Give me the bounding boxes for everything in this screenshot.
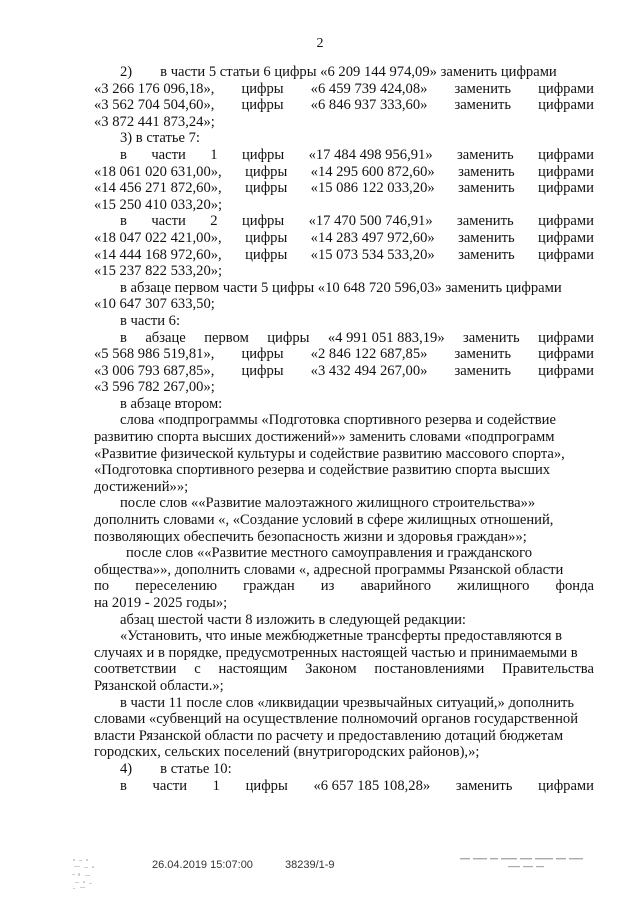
text-segment: «4 991 051 883,19» xyxy=(327,329,445,346)
text-segment: цифрами xyxy=(538,362,594,379)
text-segment: заменить xyxy=(457,146,514,163)
text-line xyxy=(94,247,594,264)
text-segment: цифры xyxy=(241,97,284,114)
text-segment: заменить xyxy=(454,362,512,379)
text-line xyxy=(94,363,594,380)
text-segment: «15 250 410 033,20»; xyxy=(94,196,223,213)
text-segment: «2 846 122 687,85» xyxy=(310,346,428,363)
text-line xyxy=(94,114,594,131)
text-segment: заменить xyxy=(458,180,515,197)
text-line xyxy=(94,678,594,695)
text-line xyxy=(94,661,594,678)
text-segment: «Развитие физической культуры и содействие развитию массового спорта», xyxy=(94,445,565,462)
page-number: 2 xyxy=(316,36,324,51)
text-segment: цифры xyxy=(245,777,288,794)
text-line xyxy=(94,346,594,363)
text-segment: достижений»»; xyxy=(94,478,189,495)
text-segment: «14 283 497 972,60» xyxy=(310,229,435,246)
text-line xyxy=(94,147,594,164)
text-segment: городских, сельских поселений (внутригородских районов),»; xyxy=(94,744,480,761)
text-segment: постановлениями xyxy=(374,661,485,678)
text-line xyxy=(94,164,594,181)
text-segment: заменить xyxy=(458,229,515,246)
text-segment: Правительства xyxy=(502,661,594,678)
text-segment: «15 086 122 033,20» xyxy=(310,180,435,197)
text-segment: заменить xyxy=(454,346,512,363)
text-segment: граждан xyxy=(243,578,295,595)
text-segment: «18 047 022 421,00», xyxy=(94,229,222,246)
text-segment: в абзаце втором: xyxy=(120,395,223,412)
text-segment: цифрами xyxy=(538,97,594,114)
text-segment: фонда xyxy=(555,578,594,595)
text-segment: в части 5 статьи 6 цифры «6 209 144 974,09» заменить цифрами xyxy=(160,64,557,80)
text-segment: заменить xyxy=(457,213,514,230)
text-segment: «3 432 494 267,00» xyxy=(310,362,428,379)
text-segment: случаях и в порядке, предусмотренных настоящей частью и принимаемыми в xyxy=(94,644,578,661)
text-segment: «15 237 822 533,20»; xyxy=(94,263,223,280)
text-line xyxy=(94,330,594,347)
text-segment: по xyxy=(94,578,110,595)
text-line xyxy=(94,429,594,446)
text-segment: цифры xyxy=(245,180,288,197)
text-segment: «3 266 176 096,18», xyxy=(94,80,215,97)
text-segment: из xyxy=(320,578,335,595)
text-segment: власти Рязанской области по расчету и предоставлению дотаций бюджетам xyxy=(94,727,564,744)
text-segment: цифры xyxy=(241,80,284,97)
text-line xyxy=(94,280,594,297)
text-segment: «14 456 271 872,60», xyxy=(94,180,222,197)
text-line xyxy=(94,379,594,396)
text-segment: в статье 10: xyxy=(160,760,232,777)
text-line xyxy=(94,562,594,579)
text-segment: цифрами xyxy=(538,229,594,246)
text-segment: 2 xyxy=(210,213,218,230)
text-line xyxy=(94,313,594,330)
text-line xyxy=(94,761,594,778)
text-segment: Законом xyxy=(305,661,357,678)
text-segment: цифрами xyxy=(538,246,594,263)
text-segment: «6 657 185 108,28» xyxy=(313,777,431,794)
text-segment: слова «подпрограммы «Подготовка спортивного резерва и содействие xyxy=(120,412,556,429)
text-segment: в xyxy=(120,213,127,230)
text-line xyxy=(94,462,594,479)
text-segment: цифрами xyxy=(538,80,594,97)
text-segment: «3 006 793 687,85», xyxy=(94,362,215,379)
text-line xyxy=(94,529,594,546)
text-line xyxy=(94,612,594,629)
text-segment: «Подготовка спортивного резерва и содействие развитию спорта высших xyxy=(94,462,551,479)
text-segment: цифры xyxy=(241,146,285,163)
text-segment: соответствии xyxy=(94,661,177,678)
text-segment: цифрами xyxy=(538,329,594,346)
text-line xyxy=(94,645,594,662)
text-segment: «10 647 307 633,50; xyxy=(94,296,215,313)
text-segment: 4) xyxy=(120,760,133,777)
text-segment: после слов ««Развитие малоэтажного жилищного строительства»» xyxy=(120,495,536,512)
footer-datetime: 26.04.2019 15:07:00 xyxy=(152,859,253,871)
text-segment: в xyxy=(120,777,127,794)
text-segment: развитию спорта высших достижений»» заменить словами «подпрограмм xyxy=(94,429,555,446)
text-segment: «18 061 020 631,00», xyxy=(94,163,222,180)
text-segment: с xyxy=(194,661,201,678)
text-segment: в xyxy=(120,329,127,346)
text-segment: «14 444 168 972,60», xyxy=(94,246,222,263)
text-segment: цифры xyxy=(245,163,288,180)
text-segment: 1 xyxy=(212,777,220,794)
text-segment: в части 11 после слов «ликвидации чрезвычайных ситуаций,» дополнить xyxy=(120,694,575,711)
text-segment: на 2019 - 2025 годы»; xyxy=(94,595,228,611)
text-segment: в xyxy=(120,146,127,163)
text-segment: в части 6: xyxy=(120,312,181,329)
text-segment: цифры xyxy=(267,329,310,346)
text-segment: цифры xyxy=(245,246,288,263)
text-segment: переселению xyxy=(135,578,218,595)
text-line xyxy=(94,396,594,413)
text-segment: аварийного xyxy=(360,578,432,595)
registration-stamp-right xyxy=(456,854,596,874)
text-segment: цифры xyxy=(245,229,288,246)
text-line xyxy=(94,197,594,214)
text-segment: «15 073 534 533,20» xyxy=(310,246,435,263)
text-segment: словами «субвенций на осуществление полномочий органов государственной xyxy=(94,711,579,728)
text-segment: цифры xyxy=(241,362,284,379)
text-segment: «5 568 986 519,81», xyxy=(94,346,215,363)
text-segment: «17 470 500 746,91» xyxy=(308,213,433,230)
text-line xyxy=(94,412,594,429)
text-line xyxy=(94,495,594,512)
text-line xyxy=(94,296,594,313)
text-line xyxy=(94,744,594,761)
text-line xyxy=(94,512,594,529)
text-segment: заменить xyxy=(458,163,515,180)
text-line xyxy=(94,595,594,612)
document-body xyxy=(94,64,594,794)
text-segment: части xyxy=(151,146,186,163)
text-line xyxy=(94,130,594,147)
text-segment: цифрами xyxy=(538,163,594,180)
text-line xyxy=(94,64,594,81)
text-segment: «6 459 739 424,08» xyxy=(310,80,428,97)
text-segment: «3 562 704 504,60», xyxy=(94,97,215,114)
text-line xyxy=(94,263,594,280)
text-line xyxy=(94,545,594,562)
text-segment: цифрами xyxy=(538,346,594,363)
text-segment: 3) в статье 7: xyxy=(120,130,200,147)
text-segment: заменить xyxy=(454,80,512,97)
text-line xyxy=(94,479,594,496)
text-segment: «3 872 441 873,24»; xyxy=(94,113,215,130)
text-line xyxy=(94,230,594,247)
text-segment: 1 xyxy=(210,146,218,163)
text-line xyxy=(94,711,594,728)
text-line xyxy=(94,446,594,463)
text-line xyxy=(94,578,594,595)
text-segment: в абзаце первом части 5 цифры «10 648 720 596,03» заменить цифрами xyxy=(120,279,562,296)
text-segment: позволяющих обеспечить безопасность жизни и здоровья граждан»»; xyxy=(94,528,527,545)
registration-stamp-left xyxy=(70,856,100,892)
text-line xyxy=(94,628,594,645)
text-segment: жилищного xyxy=(457,578,530,595)
text-line xyxy=(94,81,594,98)
text-segment: «6 846 937 333,60» xyxy=(310,97,428,114)
text-segment: цифры xyxy=(241,346,284,363)
text-segment: абзац шестой части 8 изложить в следующей редакции: xyxy=(120,611,466,628)
text-segment: дополнить словами «, «Создание условий в сфере жилищных отношений, xyxy=(94,512,554,529)
text-segment: части xyxy=(152,777,188,794)
text-segment: «3 596 782 267,00»; xyxy=(94,379,215,396)
text-segment: «Установить, что иные межбюджетные трансферты предоставляются в xyxy=(120,628,562,645)
text-segment: части xyxy=(151,213,186,230)
text-segment: цифры xyxy=(241,213,285,230)
text-segment: абзаце xyxy=(145,329,186,346)
text-segment: заменить xyxy=(455,777,513,794)
footer-document-id: 38239/1-9 xyxy=(285,859,335,871)
text-segment: Рязанской области.»; xyxy=(94,677,224,694)
text-segment: настоящим xyxy=(218,661,288,678)
text-segment: заменить xyxy=(454,97,512,114)
text-line xyxy=(94,180,594,197)
text-line xyxy=(94,778,594,795)
text-segment: цифрами xyxy=(538,146,594,163)
text-segment: первом xyxy=(204,329,249,346)
text-segment: «17 484 498 956,91» xyxy=(308,146,433,163)
text-segment: заменить xyxy=(458,246,515,263)
text-line xyxy=(94,213,594,230)
text-segment: цифрами xyxy=(538,180,594,197)
text-segment: 2) xyxy=(120,64,133,80)
text-line xyxy=(94,97,594,114)
text-segment: заменить xyxy=(463,329,520,346)
text-segment: цифрами xyxy=(538,213,594,230)
text-segment: после слов ««Развитие местного самоуправления и гражданского xyxy=(126,545,533,562)
text-segment: общества»», дополнить словами «, адресной программы Рязанской области xyxy=(94,561,564,578)
text-line xyxy=(94,695,594,712)
text-segment: «14 295 600 872,60» xyxy=(310,163,435,180)
text-segment: цифрами xyxy=(538,777,594,794)
text-line xyxy=(94,728,594,745)
